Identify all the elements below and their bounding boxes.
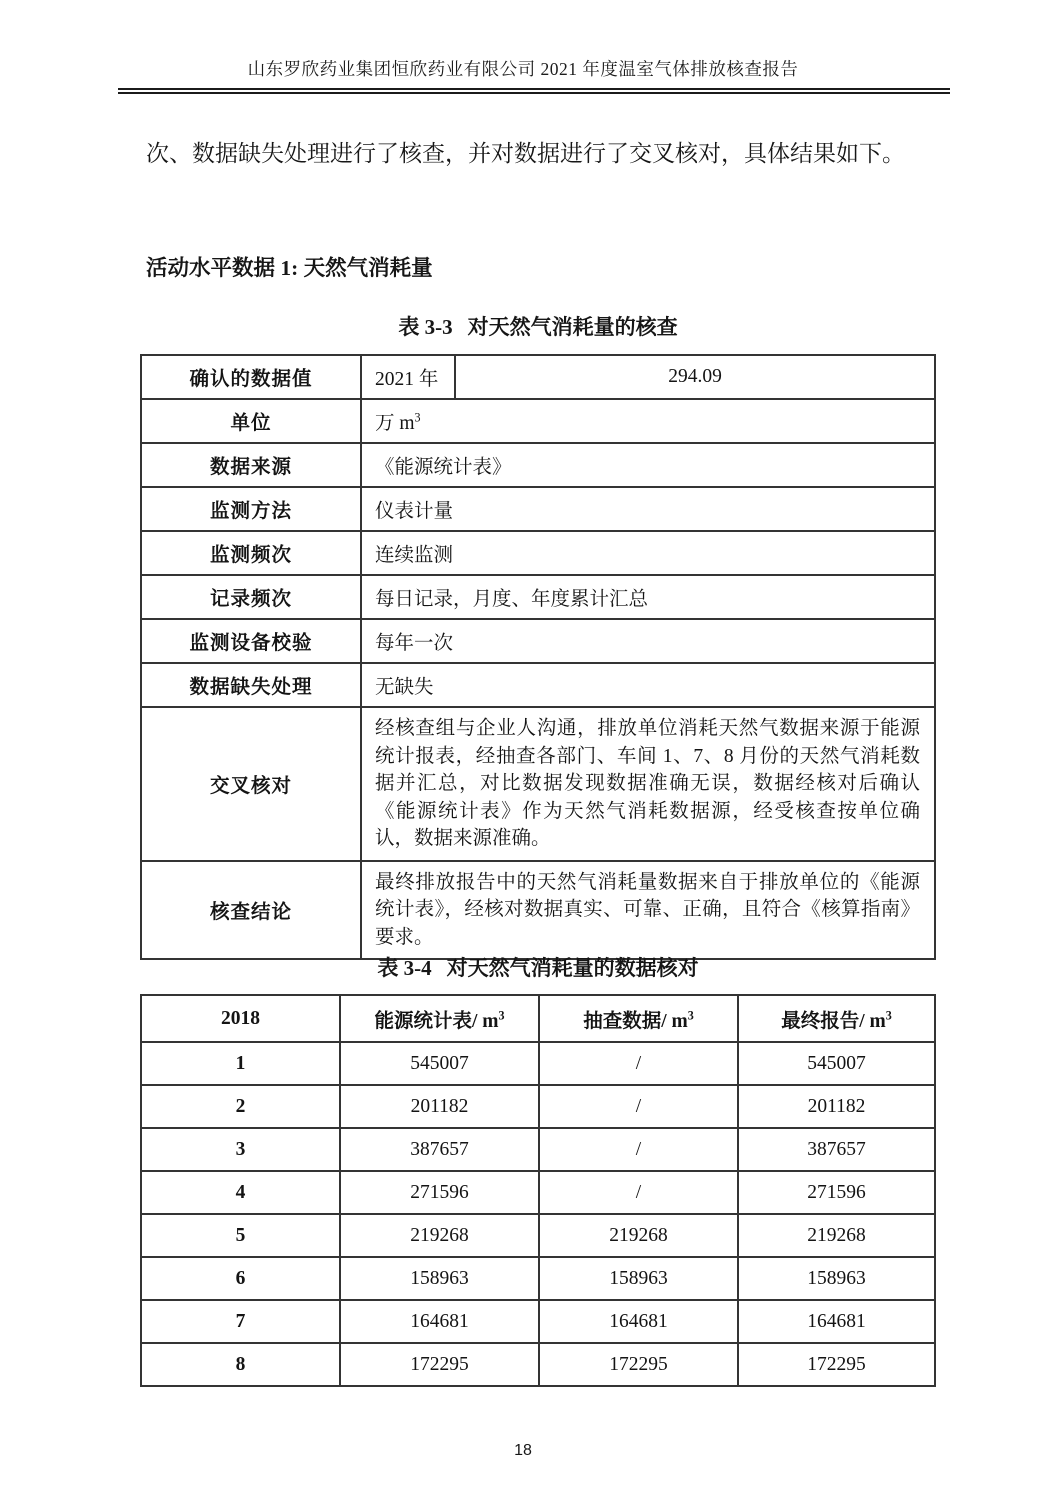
t2-cell-sample: /	[539, 1042, 738, 1085]
table-3-4-caption	[140, 952, 936, 982]
header-double-rule	[118, 88, 950, 94]
table-row	[141, 355, 935, 399]
table-3-4-caption-text: 对天然气消耗量的数据核对	[446, 956, 699, 980]
t2-cell-stat: 271596	[340, 1171, 539, 1214]
t2-header-final: 最终报告/ $m^3$	[738, 995, 935, 1042]
t2-cell-final: 387657	[738, 1128, 935, 1171]
table-row	[141, 663, 935, 707]
t2-cell-final: 219268	[738, 1214, 935, 1257]
verification-table	[140, 354, 936, 960]
header-superscript: 3	[687, 1008, 694, 1022]
t1-row-value: 连续监测	[361, 531, 935, 575]
t2-cell-month: 3	[141, 1128, 340, 1171]
t2-cell-sample: /	[539, 1128, 738, 1171]
t1-row-label: 核查结论	[141, 861, 361, 960]
table-row	[141, 575, 935, 619]
t1-row-label: 监测设备校验	[141, 619, 361, 663]
table-row	[141, 443, 935, 487]
page-number: 18	[514, 1442, 532, 1459]
t2-cell-sample: 164681	[539, 1300, 738, 1343]
t2-header-year: 2018	[141, 995, 340, 1042]
table-row	[141, 1171, 935, 1214]
t2-cell-month: 8	[141, 1343, 340, 1386]
t1-cross-check-value: 经核查组与企业人沟通，排放单位消耗天然气数据来源于能源统计报表，经抽查各部门、车间 1、7、8 月份的天然气消耗数据并汇总，对比数据发现数据准确无误，数据经核对后确认《能源统计表》作为天然气消耗数据源，经受核查按单位确认，数据来源准确。	[361, 707, 935, 861]
t2-cell-final: 172295	[738, 1343, 935, 1386]
t2-header-stat: 能源统计表/ $m^3$	[340, 995, 539, 1042]
t2-cell-final: 271596	[738, 1171, 935, 1214]
t1-row-label: 监测频次	[141, 531, 361, 575]
table-row	[141, 619, 935, 663]
unit-superscript: 3	[414, 410, 421, 425]
table-3-3-caption-number: 表 3-3	[398, 315, 453, 339]
t1-row-label: 数据缺失处理	[141, 663, 361, 707]
table-row	[141, 1042, 935, 1085]
t2-cell-sample: 172295	[539, 1343, 738, 1386]
table-row	[141, 1343, 935, 1386]
t1-row-value: 《能源统计表》	[361, 443, 935, 487]
t2-cell-stat: 172295	[340, 1343, 539, 1386]
header-superscript: 3	[498, 1008, 505, 1022]
table-row	[141, 1257, 935, 1300]
t1-conclusion-value: 最终排放报告中的天然气消耗量数据来自于排放单位的《能源统计表》，经核对数据真实、可靠、正确，且符合《核算指南》要求。	[361, 861, 935, 960]
t2-cell-sample: 158963	[539, 1257, 738, 1300]
table-row	[141, 531, 935, 575]
t1-row-label: 监测方法	[141, 487, 361, 531]
t2-cell-stat: 158963	[340, 1257, 539, 1300]
table-3-3-caption-text: 对天然气消耗量的核查	[467, 315, 678, 339]
t1-row-value: 每年一次	[361, 619, 935, 663]
data-check-table	[140, 994, 936, 1387]
t1-row-value: 每日记录，月度、年度累计汇总	[361, 575, 935, 619]
t2-cell-month: 7	[141, 1300, 340, 1343]
t1-row-label: 确认的数据值	[141, 355, 361, 399]
section-heading: 活动水平数据 1: 天然气消耗量	[146, 256, 433, 280]
t1-row-label: 数据来源	[141, 443, 361, 487]
table-row	[141, 1128, 935, 1171]
t2-cell-month: 5	[141, 1214, 340, 1257]
t1-row-label: 单位	[141, 399, 361, 443]
t2-cell-sample: 219268	[539, 1214, 738, 1257]
t2-header-sample: 抽查数据/ $m^3$	[539, 995, 738, 1042]
t1-row-label: 记录频次	[141, 575, 361, 619]
t2-cell-month: 6	[141, 1257, 340, 1300]
table-row	[141, 1214, 935, 1257]
t2-cell-stat: 201182	[340, 1085, 539, 1128]
table-3-4-caption-number: 表 3-4	[377, 956, 432, 980]
t2-cell-stat: 219268	[340, 1214, 539, 1257]
table-row	[141, 707, 935, 861]
unit-text: 万 m	[375, 413, 415, 434]
t2-cell-stat: 164681	[340, 1300, 539, 1343]
table-3-3-caption	[140, 311, 936, 341]
table-row	[141, 487, 935, 531]
table-row	[141, 1085, 935, 1128]
t2-cell-final: 545007	[738, 1042, 935, 1085]
table-row	[141, 861, 935, 960]
t2-cell-sample: /	[539, 1171, 738, 1214]
t2-cell-final: 164681	[738, 1300, 935, 1343]
t2-cell-month: 2	[141, 1085, 340, 1128]
table-row	[141, 399, 935, 443]
running-header: 山东罗欣药业集团恒欣药业有限公司 2021 年度温室气体排放核查报告	[247, 59, 799, 79]
t2-cell-sample: /	[539, 1085, 738, 1128]
table-header-row	[141, 995, 935, 1042]
t1-confirmed-value: 294.09	[455, 355, 935, 399]
t1-year-cell: 2021 年	[361, 355, 455, 399]
t1-unit-value	[361, 399, 935, 443]
t2-cell-stat: 387657	[340, 1128, 539, 1171]
t2-cell-month: 4	[141, 1171, 340, 1214]
t1-row-value: 无缺失	[361, 663, 935, 707]
header-superscript: 3	[885, 1008, 892, 1022]
table-row	[141, 1300, 935, 1343]
body-paragraph: 次、数据缺失处理进行了核查，并对数据进行了交叉核对，具体结果如下。	[146, 141, 905, 166]
t2-cell-final: 201182	[738, 1085, 935, 1128]
t2-cell-month: 1	[141, 1042, 340, 1085]
t1-row-value: 仪表计量	[361, 487, 935, 531]
t1-row-label: 交叉核对	[141, 707, 361, 861]
t2-cell-final: 158963	[738, 1257, 935, 1300]
t2-cell-stat: 545007	[340, 1042, 539, 1085]
